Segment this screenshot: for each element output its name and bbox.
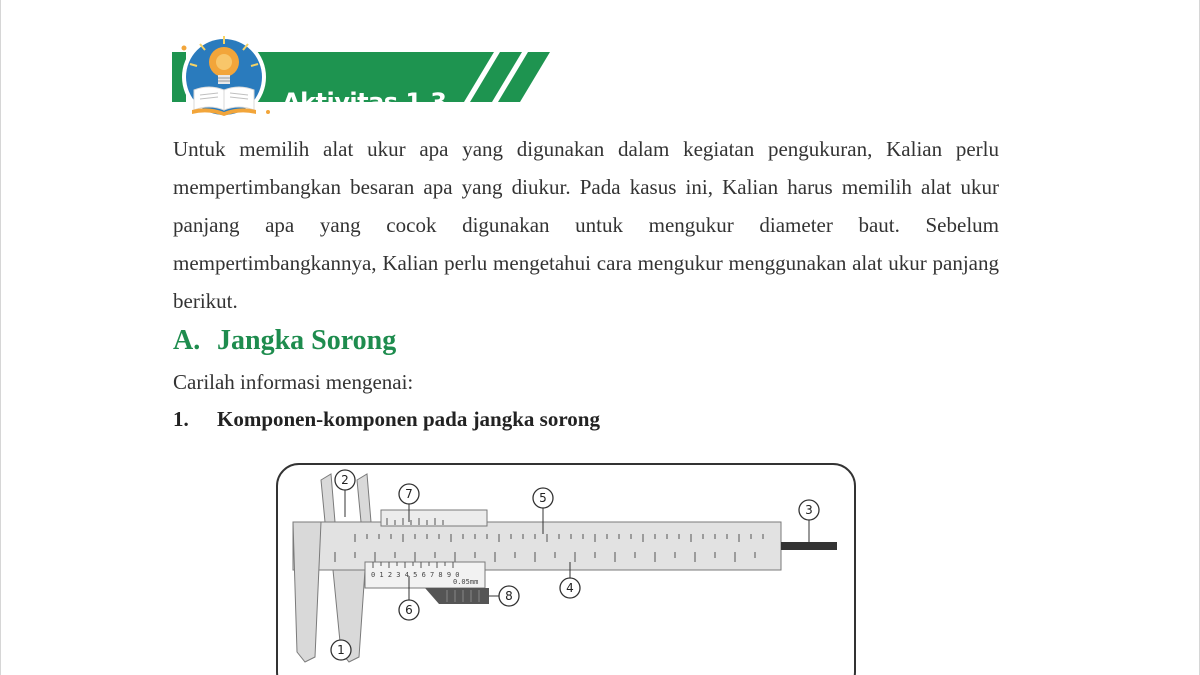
decor-dot [182, 46, 187, 51]
callout-6-label: 6 [405, 603, 413, 617]
activity-title: Aktivitas 1.3 [282, 88, 447, 116]
decor-dot [266, 110, 270, 114]
vernier-unit-label: 0.05mm [453, 578, 479, 586]
callout-7 [399, 484, 419, 504]
callout-8 [499, 586, 519, 606]
section-letter: A. [173, 325, 201, 356]
upper-vernier-plate [381, 510, 487, 526]
section-heading [173, 325, 396, 357]
callout-1-label: 1 [337, 643, 345, 657]
section-title: Jangka Sorong [217, 325, 397, 356]
callout-4-label: 4 [566, 581, 574, 595]
list-item-number: 1. [173, 407, 189, 431]
callout-6 [399, 600, 419, 620]
callout-4 [560, 578, 580, 598]
callout-5 [533, 488, 553, 508]
callout-2 [335, 470, 355, 490]
page-edge-left [0, 0, 1, 675]
intro-paragraph: Untuk memilih alat ukur apa yang digunakan dalam kegiatan pengukuran, Kalian perlu mempertimbangkan besaran apa yang diukur. Pada kasus ini, Kalian harus memilih alat ukur panjang apa yang cocok digunakan untuk mengukur diameter baut. Sebelum mempertimbangkannya, Kalian perlu mengetahui cara mengukur menggunakan alat ukur panjang berikut. [173, 137, 999, 313]
activity-banner [172, 30, 572, 130]
vernier-caliper-diagram [275, 462, 857, 675]
vernier-scale-digits: 0 1 2 3 4 5 6 7 8 9 0 [371, 571, 460, 579]
callout-3-label: 3 [805, 503, 813, 517]
instruction-text: Carilah informasi mengenai: [173, 370, 414, 394]
callout-1 [331, 640, 351, 660]
list-item [173, 407, 600, 432]
list-item-text: Komponen-komponen pada jangka sorong [217, 407, 600, 431]
caliper-figure [275, 462, 857, 675]
callout-2-label: 2 [341, 473, 349, 487]
callout-5-label: 5 [539, 491, 547, 505]
callout-3 [799, 500, 819, 520]
callout-8-label: 8 [505, 589, 513, 603]
callout-7-label: 7 [405, 487, 413, 501]
